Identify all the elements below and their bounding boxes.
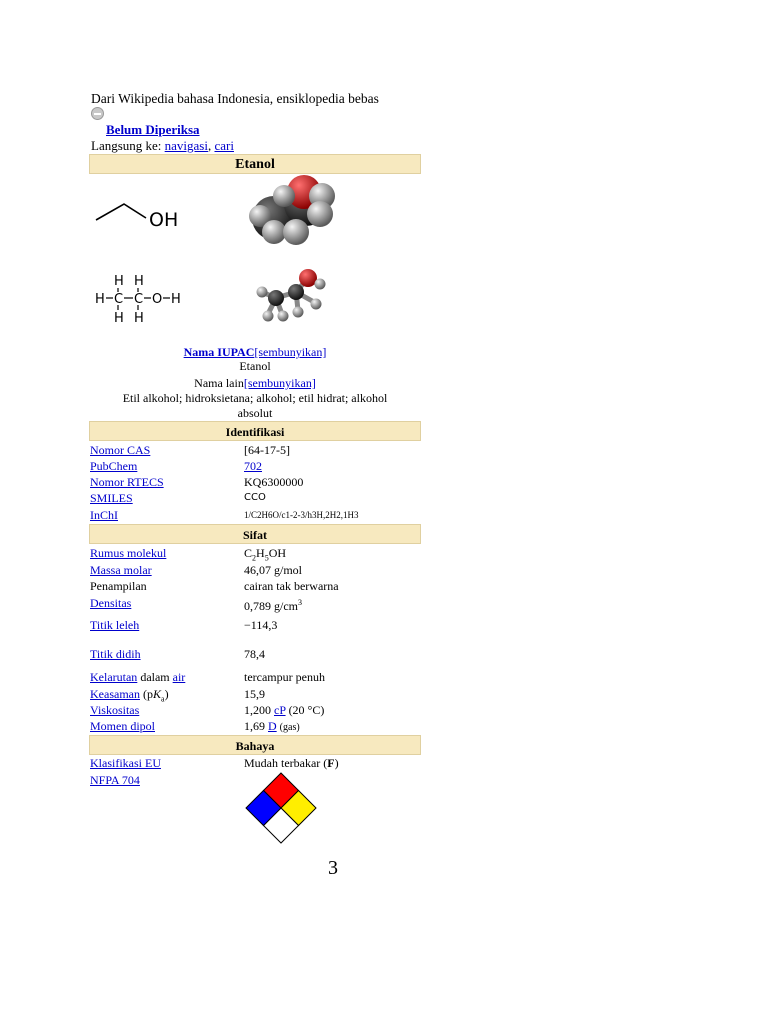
viscosity-value: 1,200 cP (20 °C) bbox=[244, 703, 325, 717]
eu-classification-link[interactable]: Klasifikasi EU bbox=[90, 756, 161, 770]
jump-sep: , bbox=[207, 138, 212, 153]
skeletal-oh-label: OH bbox=[149, 209, 179, 231]
jump-to-line bbox=[91, 138, 234, 154]
appearance-value: cairan tak berwarna bbox=[244, 579, 339, 593]
table-row bbox=[89, 595, 421, 611]
debye-link[interactable]: D bbox=[268, 719, 277, 733]
acidity-label: Keasaman $(pK_a)$ bbox=[90, 687, 169, 704]
nav-link[interactable]: navigasi bbox=[164, 138, 208, 153]
rtecs-value: KQ6300000 bbox=[244, 475, 304, 489]
boiling-point-link[interactable]: Titik didih bbox=[90, 647, 141, 661]
table-row bbox=[89, 718, 421, 734]
section-properties: Sifat bbox=[89, 524, 421, 544]
nfpa-diamond bbox=[245, 772, 317, 844]
table-row bbox=[89, 490, 421, 506]
eu-classification-value: Mudah terbakar (F) bbox=[244, 756, 339, 770]
page-number: 3 bbox=[328, 857, 338, 879]
table-row bbox=[89, 458, 421, 474]
dipole-link[interactable]: Momen dipol bbox=[90, 719, 155, 733]
section-hazards: Bahaya bbox=[89, 735, 421, 755]
pubchem-link[interactable]: PubChem bbox=[90, 459, 138, 473]
table-row bbox=[89, 686, 421, 702]
struct-h-bot2: H bbox=[134, 311, 144, 326]
table-row bbox=[89, 578, 421, 594]
table-row bbox=[89, 617, 421, 633]
table-row bbox=[89, 702, 421, 718]
solubility-label: Kelarutan dalam air bbox=[90, 670, 186, 684]
iupac-hide-link[interactable]: [sembunyikan] bbox=[254, 345, 327, 359]
unchecked-link[interactable]: Belum Diperiksa bbox=[106, 122, 200, 137]
melting-point-link[interactable]: Titik leleh bbox=[90, 618, 140, 632]
struct-h-left: H bbox=[95, 292, 105, 307]
struct-c2: C bbox=[134, 292, 144, 307]
melting-point-value: −114,3 bbox=[244, 618, 278, 632]
dipole-value: 1,69 D (gas) bbox=[244, 719, 300, 733]
iupac-link[interactable]: Nama IUPAC bbox=[183, 345, 255, 359]
table-row bbox=[89, 474, 421, 490]
table-row bbox=[89, 646, 421, 662]
jump-prefix: Langsung ke: bbox=[91, 138, 162, 153]
other-names-label: Nama lain bbox=[194, 376, 244, 390]
appearance-label: Penampilan bbox=[90, 579, 147, 593]
cas-value: [64-17-5] bbox=[244, 443, 290, 457]
struct-h-top1: H bbox=[114, 274, 124, 289]
density-value: 0,789 $g/cm^3$ bbox=[244, 598, 302, 613]
table-row bbox=[89, 755, 421, 771]
table-row bbox=[89, 545, 421, 561]
smiles-value: CCO bbox=[244, 492, 266, 503]
struct-h-right: H bbox=[171, 292, 181, 307]
other-names-hide-link[interactable]: [sembunyikan] bbox=[243, 376, 316, 390]
solubility-value: tercampur penuh bbox=[244, 670, 325, 684]
acidity-value: 15,9 bbox=[244, 687, 265, 701]
table-row bbox=[89, 442, 421, 458]
struct-h-top2: H bbox=[134, 274, 144, 289]
water-link[interactable]: air bbox=[172, 670, 186, 684]
table-row bbox=[89, 562, 421, 578]
struct-h-bot1: H bbox=[114, 311, 124, 326]
cas-link[interactable]: Nomor CAS bbox=[90, 443, 151, 457]
iupac-value: Etanol bbox=[239, 359, 271, 373]
section-identification: Identifikasi bbox=[89, 421, 421, 441]
smiles-link[interactable]: SMILES bbox=[90, 491, 133, 505]
cp-link[interactable]: cP bbox=[274, 703, 286, 717]
search-link[interactable]: cari bbox=[214, 138, 234, 153]
struct-o: O bbox=[152, 292, 163, 307]
acidity-link[interactable]: Keasaman bbox=[90, 687, 140, 701]
skeletal-formula bbox=[92, 196, 192, 236]
space-filling-model bbox=[244, 174, 344, 249]
structural-formula bbox=[92, 270, 192, 326]
formula-value: $C_2H_5OH$ bbox=[244, 546, 287, 563]
molar-mass-value: 46,07 g/mol bbox=[244, 563, 303, 577]
table-row bbox=[89, 507, 421, 523]
pubchem-value-link[interactable]: 702 bbox=[244, 459, 262, 473]
inchi-value: 1/C2H6O/c1-2-3/h3H,2H2,1H3 bbox=[244, 510, 359, 520]
formula-link[interactable]: Rumus molekul bbox=[90, 546, 167, 560]
molar-mass-link[interactable]: Massa molar bbox=[90, 563, 152, 577]
density-link[interactable]: Densitas bbox=[90, 596, 132, 610]
other-names-value: Etil alkohol; hidroksietana; alkohol; etil hidrat; alkohol absolut bbox=[122, 391, 388, 420]
solubility-link[interactable]: Kelarutan bbox=[90, 670, 138, 684]
boiling-point-value: 78,4 bbox=[244, 647, 265, 661]
source-line: Dari Wikipedia bahasa Indonesia, ensiklopedia bebas bbox=[91, 91, 379, 106]
collapse-icon[interactable] bbox=[91, 107, 104, 120]
rtecs-link[interactable]: Nomor RTECS bbox=[90, 475, 164, 489]
table-row bbox=[89, 669, 421, 685]
other-names-line bbox=[89, 376, 421, 391]
viscosity-link[interactable]: Viskositas bbox=[90, 703, 140, 717]
ball-stick-model bbox=[246, 266, 330, 328]
iupac-line bbox=[89, 345, 421, 360]
nfpa-link[interactable]: NFPA 704 bbox=[90, 773, 140, 787]
infobox-title: Etanol bbox=[89, 154, 421, 174]
struct-c1: C bbox=[114, 292, 124, 307]
inchi-link[interactable]: InChI bbox=[90, 508, 118, 522]
